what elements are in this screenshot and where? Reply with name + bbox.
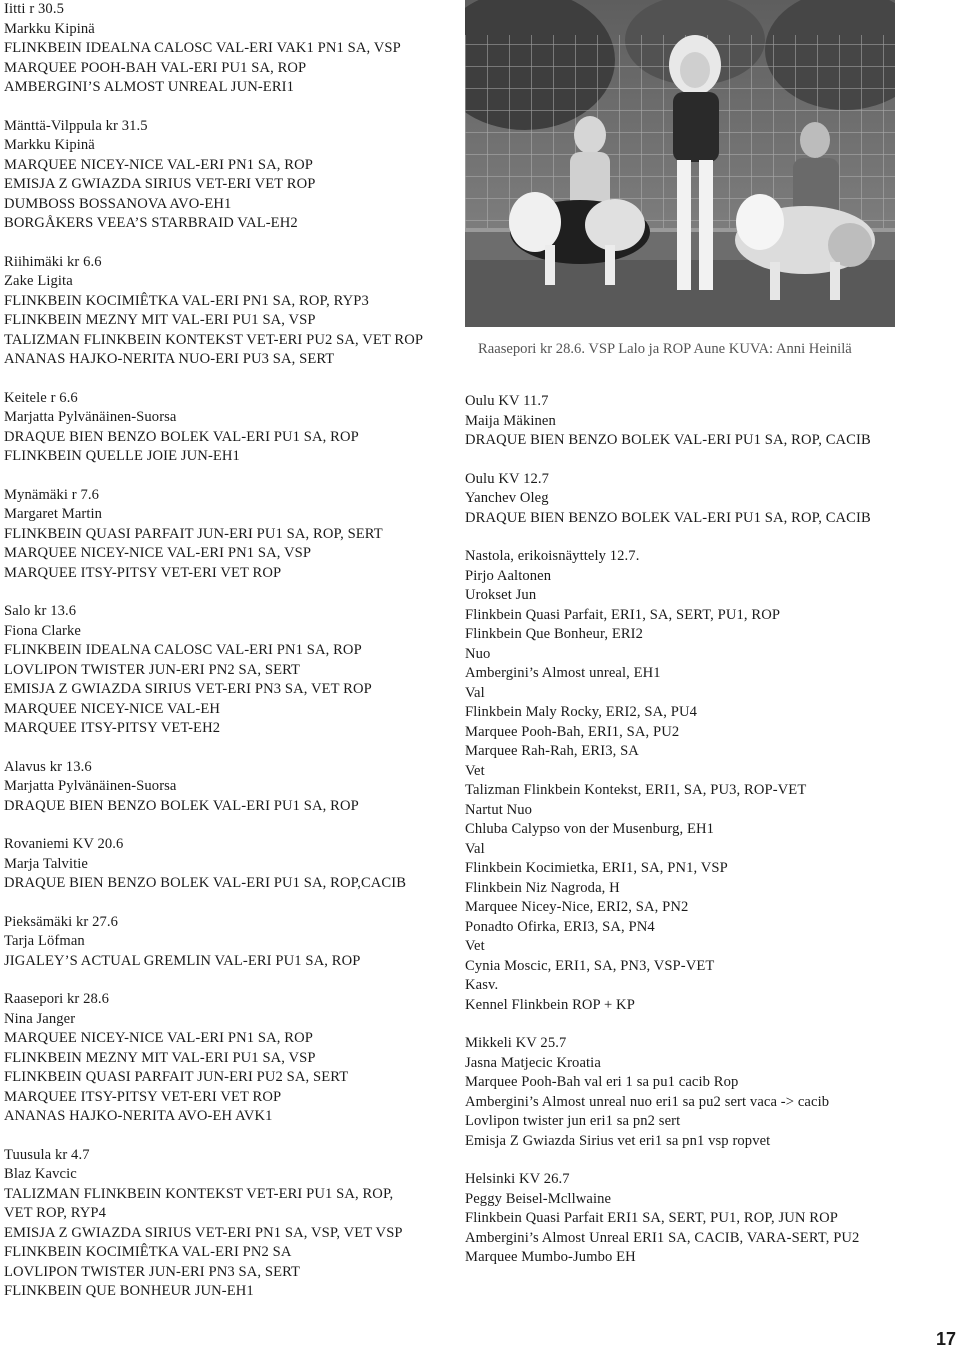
show-result-block <box>4 253 456 370</box>
result-line: FLINKBEIN KOCIMIÊTKA VAL-ERI PN1 SA, ROP, RYP3 <box>4 292 369 309</box>
result-line: Flinkbein Maly Rocky, ERI2, SA, PU4 <box>465 704 698 720</box>
show-result-block <box>465 1034 935 1151</box>
result-line: Marquee Pooh-Bah, ERI1, SA, PU2 <box>465 723 680 740</box>
show-title: Salo kr 13.6 <box>4 603 77 619</box>
show-result-block <box>4 835 456 894</box>
result-line: Marquee Nicey-Nice, ERI2, SA, PN2 <box>465 899 689 915</box>
block-gap <box>4 467 456 486</box>
show-title: Nastola, erikoisnäyttely 12.7. <box>465 548 640 564</box>
result-line: EMISJA Z GWIAZDA SIRIUS VET-ERI PN1 SA, VSP, VET VSP <box>4 1224 403 1241</box>
result-line: FLINKBEIN MEZNY MIT VAL-ERI PU1 SA, VSP <box>4 1049 316 1066</box>
result-line: Urokset Jun <box>465 587 537 603</box>
result-line: Marquee Mumbo-Jumbo EH <box>465 1249 636 1265</box>
show-result-block <box>465 1170 935 1268</box>
result-line: Ponadto Ofirka, ERI3, SA, PN4 <box>465 918 655 935</box>
show-result-block <box>4 990 456 1127</box>
show-title: Oulu KV 12.7 <box>465 470 550 487</box>
result-line: Emisja Z Gwiazda Sirius vet eri1 sa pn1 vsp ropvet <box>465 1132 771 1149</box>
show-photo <box>465 0 895 327</box>
result-line: TALIZMAN FLINKBEIN KONTEKST VET-ERI PU2 SA, VET ROP <box>4 331 424 348</box>
result-line: JIGALEY’S ACTUAL GREMLIN VAL-ERI PU1 SA, ROP <box>4 952 361 969</box>
result-line: Ambergini’s Almost unreal nuo eri1 sa pu2 sert vaca -> cacib <box>465 1093 830 1110</box>
judge-name: Markku Kipinä <box>4 20 95 37</box>
result-line: Kennel Flinkbein ROP + KP <box>465 996 635 1013</box>
result-line: DRAQUE BIEN BENZO BOLEK VAL-ERI PU1 SA, ROP <box>4 797 359 814</box>
block-gap <box>4 98 456 117</box>
result-line: MARQUEE POOH-BAH VAL-ERI PU1 SA, ROP <box>4 59 307 76</box>
show-title: Oulu KV 11.7 <box>465 393 549 409</box>
result-line: Lovlipon twister jun eri1 sa pn2 sert <box>465 1113 681 1129</box>
result-line: DRAQUE BIEN BENZO BOLEK VAL-ERI PU1 SA, ROP <box>4 428 359 445</box>
result-line: Vet <box>465 762 485 779</box>
block-gap <box>4 370 456 389</box>
result-line: FLINKBEIN QUASI PARFAIT JUN-ERI PU2 SA, SERT <box>4 1069 349 1085</box>
judge-name: Maija Mäkinen <box>465 412 556 429</box>
result-line: Vet <box>465 938 485 954</box>
show-result-block <box>4 117 456 234</box>
result-line: LOVLIPON TWISTER JUN-ERI PN2 SA, SERT <box>4 661 301 678</box>
show-title: Alavus kr 13.6 <box>4 758 92 775</box>
show-title: Mynämäki r 7.6 <box>4 486 100 503</box>
result-line: Ambergini’s Almost unreal, EH1 <box>465 665 661 681</box>
show-result-block <box>465 392 935 451</box>
photo-caption: Raasepori kr 28.6. VSP Lalo ja ROP Aune KUVA: Anni Heinilä <box>478 341 852 357</box>
show-title: Pieksämäki kr 27.6 <box>4 913 119 930</box>
judge-name: Fiona Clarke <box>4 622 81 639</box>
judge-name: Tarja Löfman <box>4 933 85 949</box>
result-line: FLINKBEIN IDEALNA CALOSC VAL-ERI PN1 SA, ROP <box>4 642 362 658</box>
block-gap <box>465 1015 935 1034</box>
result-line: FLINKBEIN IDEALNA CALOSC VAL-ERI VAK1 PN1 SA, VSP <box>4 40 401 56</box>
result-line: Flinkbein Que Bonheur, ERI2 <box>465 626 644 642</box>
result-line: FLINKBEIN MEZNY MIT VAL-ERI PU1 SA, VSP <box>4 312 316 328</box>
left-results-column <box>4 0 456 1302</box>
block-gap <box>465 451 935 470</box>
result-line: Talizman Flinkbein Kontekst, ERI1, SA, PU3, ROP-VET <box>465 782 807 798</box>
result-line: DUMBOSS BOSSANOVA AVO-EH1 <box>4 195 232 212</box>
result-line: ANANAS HAJKO-NERITA NUO-ERI PU3 SA, SERT <box>4 351 335 367</box>
right-results-column <box>465 392 935 1268</box>
judge-name: Pirjo Aaltonen <box>465 567 552 584</box>
result-line: TALIZMAN FLINKBEIN KONTEKST VET-ERI PU1 SA, ROP, <box>4 1185 394 1202</box>
show-title: Keitele r 6.6 <box>4 389 78 406</box>
result-line: EMISJA Z GWIAZDA SIRIUS VET-ERI VET ROP <box>4 176 316 192</box>
result-line: Nuo <box>465 645 491 662</box>
result-line: ANANAS HAJKO-NERITA AVO-EH AVK1 <box>4 1108 273 1124</box>
result-line: Flinkbein Niz Nagroda, H <box>465 879 620 896</box>
result-line: Nartut Nuo <box>465 801 533 818</box>
judge-name: Markku Kipinä <box>4 137 95 153</box>
block-gap <box>4 1127 456 1146</box>
result-line: Cynia Moscic, ERI1, SA, PN3, VSP-VET <box>465 957 715 974</box>
result-line: FLINKBEIN QUASI PARFAIT JUN-ERI PU1 SA, ROP, SERT <box>4 525 383 542</box>
result-line: Chluba Calypso von der Musenburg, EH1 <box>465 821 715 837</box>
judge-name: Blaz Kavcic <box>4 1166 77 1182</box>
result-line: MARQUEE ITSY-PITSY VET-ERI VET ROP <box>4 564 282 581</box>
result-line: FLINKBEIN QUELLE JOIE JUN-EH1 <box>4 448 240 464</box>
result-line: BORGÅKERS VEEA’S STARBRAID VAL-EH2 <box>4 215 298 231</box>
result-line: Flinkbein Quasi Parfait ERI1 SA, SERT, PU1, ROP, JUN ROP <box>465 1210 838 1226</box>
result-line: Ambergini’s Almost Unreal ERI1 SA, CACIB, VARA-SERT, PU2 <box>465 1229 860 1246</box>
result-line: VET ROP, RYP4 <box>4 1205 107 1221</box>
show-title: Mikkeli KV 25.7 <box>465 1035 567 1051</box>
result-line: MARQUEE NICEY-NICE VAL-EH <box>4 700 220 717</box>
show-title: Iitti r 30.5 <box>4 1 64 17</box>
block-gap <box>4 234 456 253</box>
result-line: MARQUEE NICEY-NICE VAL-ERI PN1 SA, VSP <box>4 545 312 561</box>
photo-image <box>465 0 895 327</box>
block-gap <box>4 583 456 602</box>
show-title: Raasepori kr 28.6 <box>4 991 110 1007</box>
judge-name: Nina Janger <box>4 1010 76 1027</box>
judge-name: Zake Ligita <box>4 273 73 289</box>
result-line: EMISJA Z GWIAZDA SIRIUS VET-ERI PN3 SA, VET ROP <box>4 681 372 697</box>
block-gap <box>4 816 456 835</box>
result-line: Marquee Pooh-Bah val eri 1 sa pu1 cacib Rop <box>465 1074 739 1090</box>
show-title: Rovaniemi KV 20.6 <box>4 836 124 852</box>
show-result-block <box>4 1146 456 1302</box>
show-result-block <box>4 602 456 739</box>
show-title: Mänttä-Vilppula kr 31.5 <box>4 117 148 134</box>
result-line: FLINKBEIN QUE BONHEUR JUN-EH1 <box>4 1283 254 1299</box>
show-result-block <box>4 389 456 467</box>
result-line: AMBERGINI’S ALMOST UNREAL JUN-ERI1 <box>4 79 295 95</box>
result-line: Kasv. <box>465 977 499 993</box>
result-line: MARQUEE NICEY-NICE VAL-ERI PN1 SA, ROP <box>4 156 313 173</box>
result-line: MARQUEE ITSY-PITSY VET-EH2 <box>4 720 221 736</box>
show-title: Helsinki KV 26.7 <box>465 1171 570 1187</box>
show-title: Riihimäki kr 6.6 <box>4 253 102 270</box>
result-line: DRAQUE BIEN BENZO BOLEK VAL-ERI PU1 SA, ROP, CACIB <box>465 509 871 526</box>
block-gap <box>4 894 456 913</box>
block-gap <box>4 971 456 990</box>
result-line: Val <box>465 684 485 701</box>
result-line: FLINKBEIN KOCIMIÊTKA VAL-ERI PN2 SA <box>4 1244 292 1260</box>
block-gap <box>465 1151 935 1170</box>
judge-name: Jasna Matjecic Kroatia <box>465 1054 601 1071</box>
block-gap <box>465 528 935 547</box>
result-line: MARQUEE NICEY-NICE VAL-ERI PN1 SA, ROP <box>4 1030 313 1046</box>
show-result-block <box>465 470 935 529</box>
result-line: LOVLIPON TWISTER JUN-ERI PN3 SA, SERT <box>4 1263 301 1280</box>
result-line: DRAQUE BIEN BENZO BOLEK VAL-ERI PU1 SA, ROP,CACIB <box>4 875 407 891</box>
block-gap <box>4 739 456 758</box>
result-line: Marquee Rah-Rah, ERI3, SA <box>465 743 639 759</box>
result-line: Val <box>465 840 485 857</box>
result-line: MARQUEE ITSY-PITSY VET-ERI VET ROP <box>4 1088 282 1105</box>
result-line: DRAQUE BIEN BENZO BOLEK VAL-ERI PU1 SA, ROP, CACIB <box>465 432 871 448</box>
result-line: Flinkbein Kocimietka, ERI1, SA, PN1, VSP <box>465 860 728 876</box>
judge-name: Yanchev Oleg <box>465 490 549 506</box>
show-result-block <box>4 913 456 972</box>
show-result-block <box>4 486 456 584</box>
result-line: Flinkbein Quasi Parfait, ERI1, SA, SERT, PU1, ROP <box>465 606 781 623</box>
show-result-block <box>4 0 456 98</box>
judge-name: Margaret Martin <box>4 506 103 522</box>
show-result-block <box>4 758 456 817</box>
judge-name: Marjatta Pylvänäinen-Suorsa <box>4 409 177 425</box>
show-result-block <box>465 547 935 1015</box>
page-number: 17 <box>935 1329 956 1349</box>
judge-name: Marjatta Pylvänäinen-Suorsa <box>4 778 177 794</box>
judge-name: Marja Talvitie <box>4 855 88 872</box>
judge-name: Peggy Beisel-Mcllwaine <box>465 1190 612 1207</box>
show-title: Tuusula kr 4.7 <box>4 1146 90 1163</box>
